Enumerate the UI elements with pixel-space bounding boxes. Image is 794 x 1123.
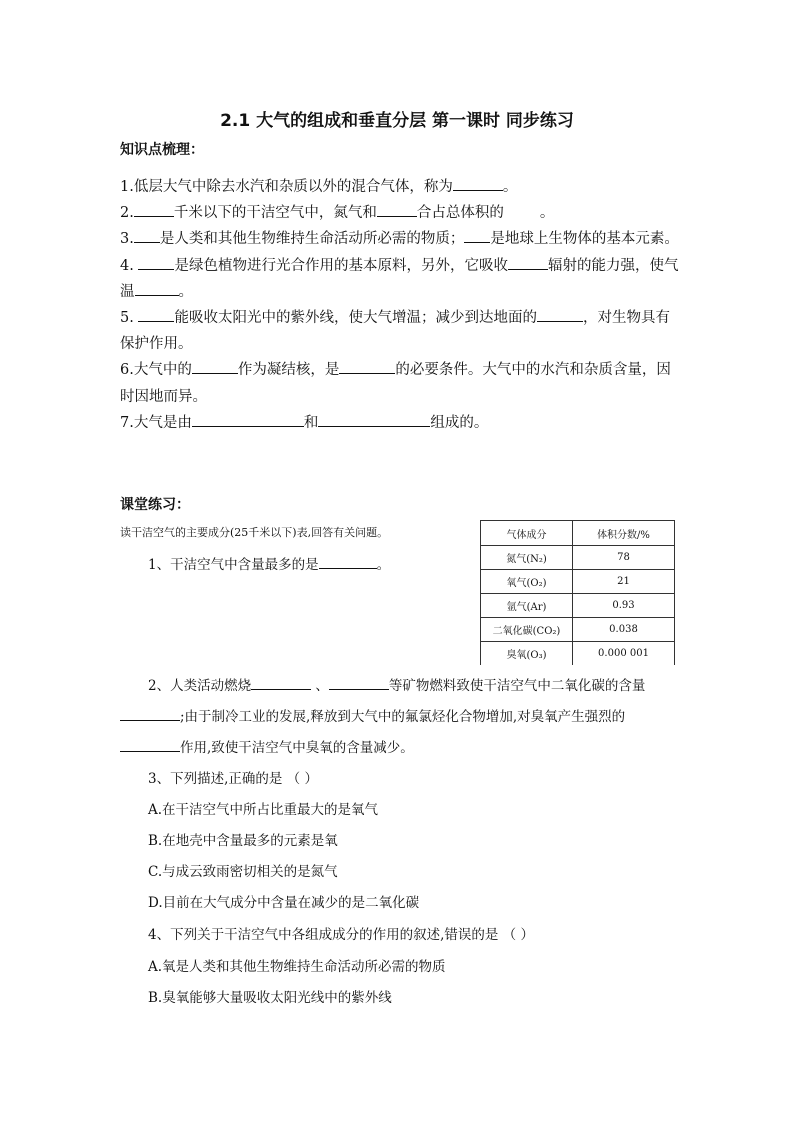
answer-blank[interactable] — [464, 229, 490, 243]
item-text: 7.大气是由 — [120, 414, 192, 431]
answer-blank[interactable] — [134, 203, 174, 217]
answer-blank[interactable] — [537, 308, 583, 322]
knowledge-item-4 — [120, 253, 680, 305]
question-text: ;由于制冷工业的发展,释放到大气中的氟氯烃化合物增加,对臭氧产生强烈的 — [180, 709, 626, 725]
item-text: ，对生物具有保护作用。 — [120, 310, 670, 353]
table-cell: 0.93 — [573, 594, 675, 618]
question-4-stem: 4、下列关于干洁空气中各组成成分的作用的叙述,错误的是 （ ） — [148, 927, 534, 943]
answer-blank[interactable] — [251, 676, 311, 690]
item-text: 6.大气中的 — [120, 362, 192, 379]
table-row — [481, 570, 675, 594]
question-3-option-d[interactable]: D.目前在大气成分中含量在减少的是二氧化碳 — [148, 895, 420, 911]
classroom-heading: 课堂练习： — [120, 497, 190, 513]
question-3-option-a[interactable]: A.在干洁空气中所占比重最大的是氧气 — [148, 802, 379, 818]
answer-blank[interactable] — [120, 738, 180, 752]
page-title: 2.1 大气的组成和垂直分层 第一课时 同步练习 — [220, 111, 574, 131]
knowledge-item-5 — [120, 305, 680, 357]
item-text: 是地球上生物体的基本元素。 — [490, 231, 679, 248]
table-cell: 氩气(Ar) — [481, 594, 573, 618]
answer-blank[interactable] — [329, 676, 389, 690]
table-cell: 0.000 001 — [573, 642, 675, 666]
answer-blank[interactable] — [134, 229, 160, 243]
knowledge-item-7 — [120, 410, 680, 436]
knowledge-item-2 — [120, 200, 680, 226]
item-text: 的必要条件。大气中的水汽和杂质含量，因时因地而异。 — [120, 362, 671, 405]
answer-blank[interactable] — [508, 256, 548, 270]
item-text: 千米以下的干洁空气中，氮气和 — [173, 205, 377, 222]
table-cell: 21 — [573, 570, 675, 594]
item-text: 辐射的能力强，使气温 — [120, 257, 679, 300]
air-composition-table — [480, 520, 675, 665]
item-text: 作为凝结核，是 — [237, 362, 340, 379]
answer-blank[interactable] — [453, 177, 503, 191]
answer-blank[interactable] — [138, 256, 174, 270]
table-cell: 二氧化碳(CO₂) — [481, 618, 573, 642]
question-text: 2、人类活动燃烧 — [148, 678, 252, 694]
table-header-cell: 气体成分 — [481, 521, 573, 546]
answer-blank[interactable] — [318, 413, 430, 427]
question-3-option-c[interactable]: C.与成云致雨密切相关的是氮气 — [148, 864, 338, 880]
item-text: 组成的。 — [430, 414, 489, 431]
table-row — [481, 618, 675, 642]
question-text: 作用,致使干洁空气中臭氧的含量减少。 — [180, 740, 414, 756]
question-text: 等矿物燃料致使干洁空气中二氧化碳的含量 — [388, 678, 646, 694]
item-text: 是绿色植物进行光合作用的基本原料，另外，它吸收 — [174, 257, 508, 274]
item-text: 能吸收太阳光中的紫外线，使大气增温；减少到达地面的 — [174, 310, 537, 327]
answer-blank[interactable] — [319, 555, 377, 569]
item-text: 是人类和其他生物维持生命活动所必需的物质； — [159, 231, 465, 248]
question-3-stem: 3、下列描述,正确的是 （ ） — [148, 771, 318, 787]
table-header-cell: 体积分数/% — [573, 521, 675, 546]
answer-blank[interactable] — [377, 203, 417, 217]
item-text: 1.低层大气中除去水汽和杂质以外的混合气体，称为 — [120, 179, 453, 195]
item-text: 。 — [502, 179, 518, 195]
item-text: 。 — [539, 205, 555, 222]
item-text: 3. — [120, 231, 134, 248]
table-row — [481, 594, 675, 618]
answer-blank[interactable] — [504, 204, 540, 217]
knowledge-item-3 — [120, 226, 680, 252]
question-4-option-a[interactable]: A.氧是人类和其他生物维持生命活动所必需的物质 — [148, 959, 446, 975]
table-row — [481, 546, 675, 570]
item-text: 5. — [120, 310, 139, 327]
item-text: 。 — [178, 283, 193, 300]
knowledge-list — [120, 174, 680, 436]
question-text: 。 — [376, 557, 391, 573]
answer-blank[interactable] — [192, 360, 238, 374]
answer-blank[interactable] — [138, 308, 174, 322]
answer-blank[interactable] — [120, 707, 180, 721]
question-text: 、 — [311, 678, 329, 694]
question-1 — [148, 553, 390, 573]
answer-blank[interactable] — [135, 282, 179, 296]
table-row — [481, 642, 675, 666]
item-text: 2. — [120, 205, 134, 222]
table-intro: 读干洁空气的主要成分(25千米以下)表,回答有关问题。 — [120, 526, 389, 539]
question-2 — [120, 671, 680, 764]
knowledge-item-6 — [120, 357, 680, 409]
item-text: 和 — [303, 414, 319, 431]
answer-blank[interactable] — [192, 413, 304, 427]
table-cell: 臭氧(O₃) — [481, 642, 573, 666]
table-cell: 氮气(N₂) — [481, 546, 573, 570]
table-cell: 0.038 — [573, 618, 675, 642]
question-4-option-b[interactable]: B.臭氧能够大量吸收太阳光线中的紫外线 — [148, 990, 392, 1006]
item-text: 4. — [120, 257, 139, 274]
question-text: 1、干洁空气中含量最多的是 — [148, 557, 319, 573]
table-header-row — [481, 521, 675, 546]
answer-blank[interactable] — [339, 360, 395, 374]
question-3-option-b[interactable]: B.在地壳中含量最多的元素是氧 — [148, 833, 338, 849]
item-text: 合占总体积的 — [416, 205, 504, 222]
knowledge-heading: 知识点梳理： — [120, 142, 204, 158]
table-cell: 氧气(O₂) — [481, 570, 573, 594]
knowledge-item-1 — [120, 174, 680, 200]
table-cell: 78 — [573, 546, 675, 570]
